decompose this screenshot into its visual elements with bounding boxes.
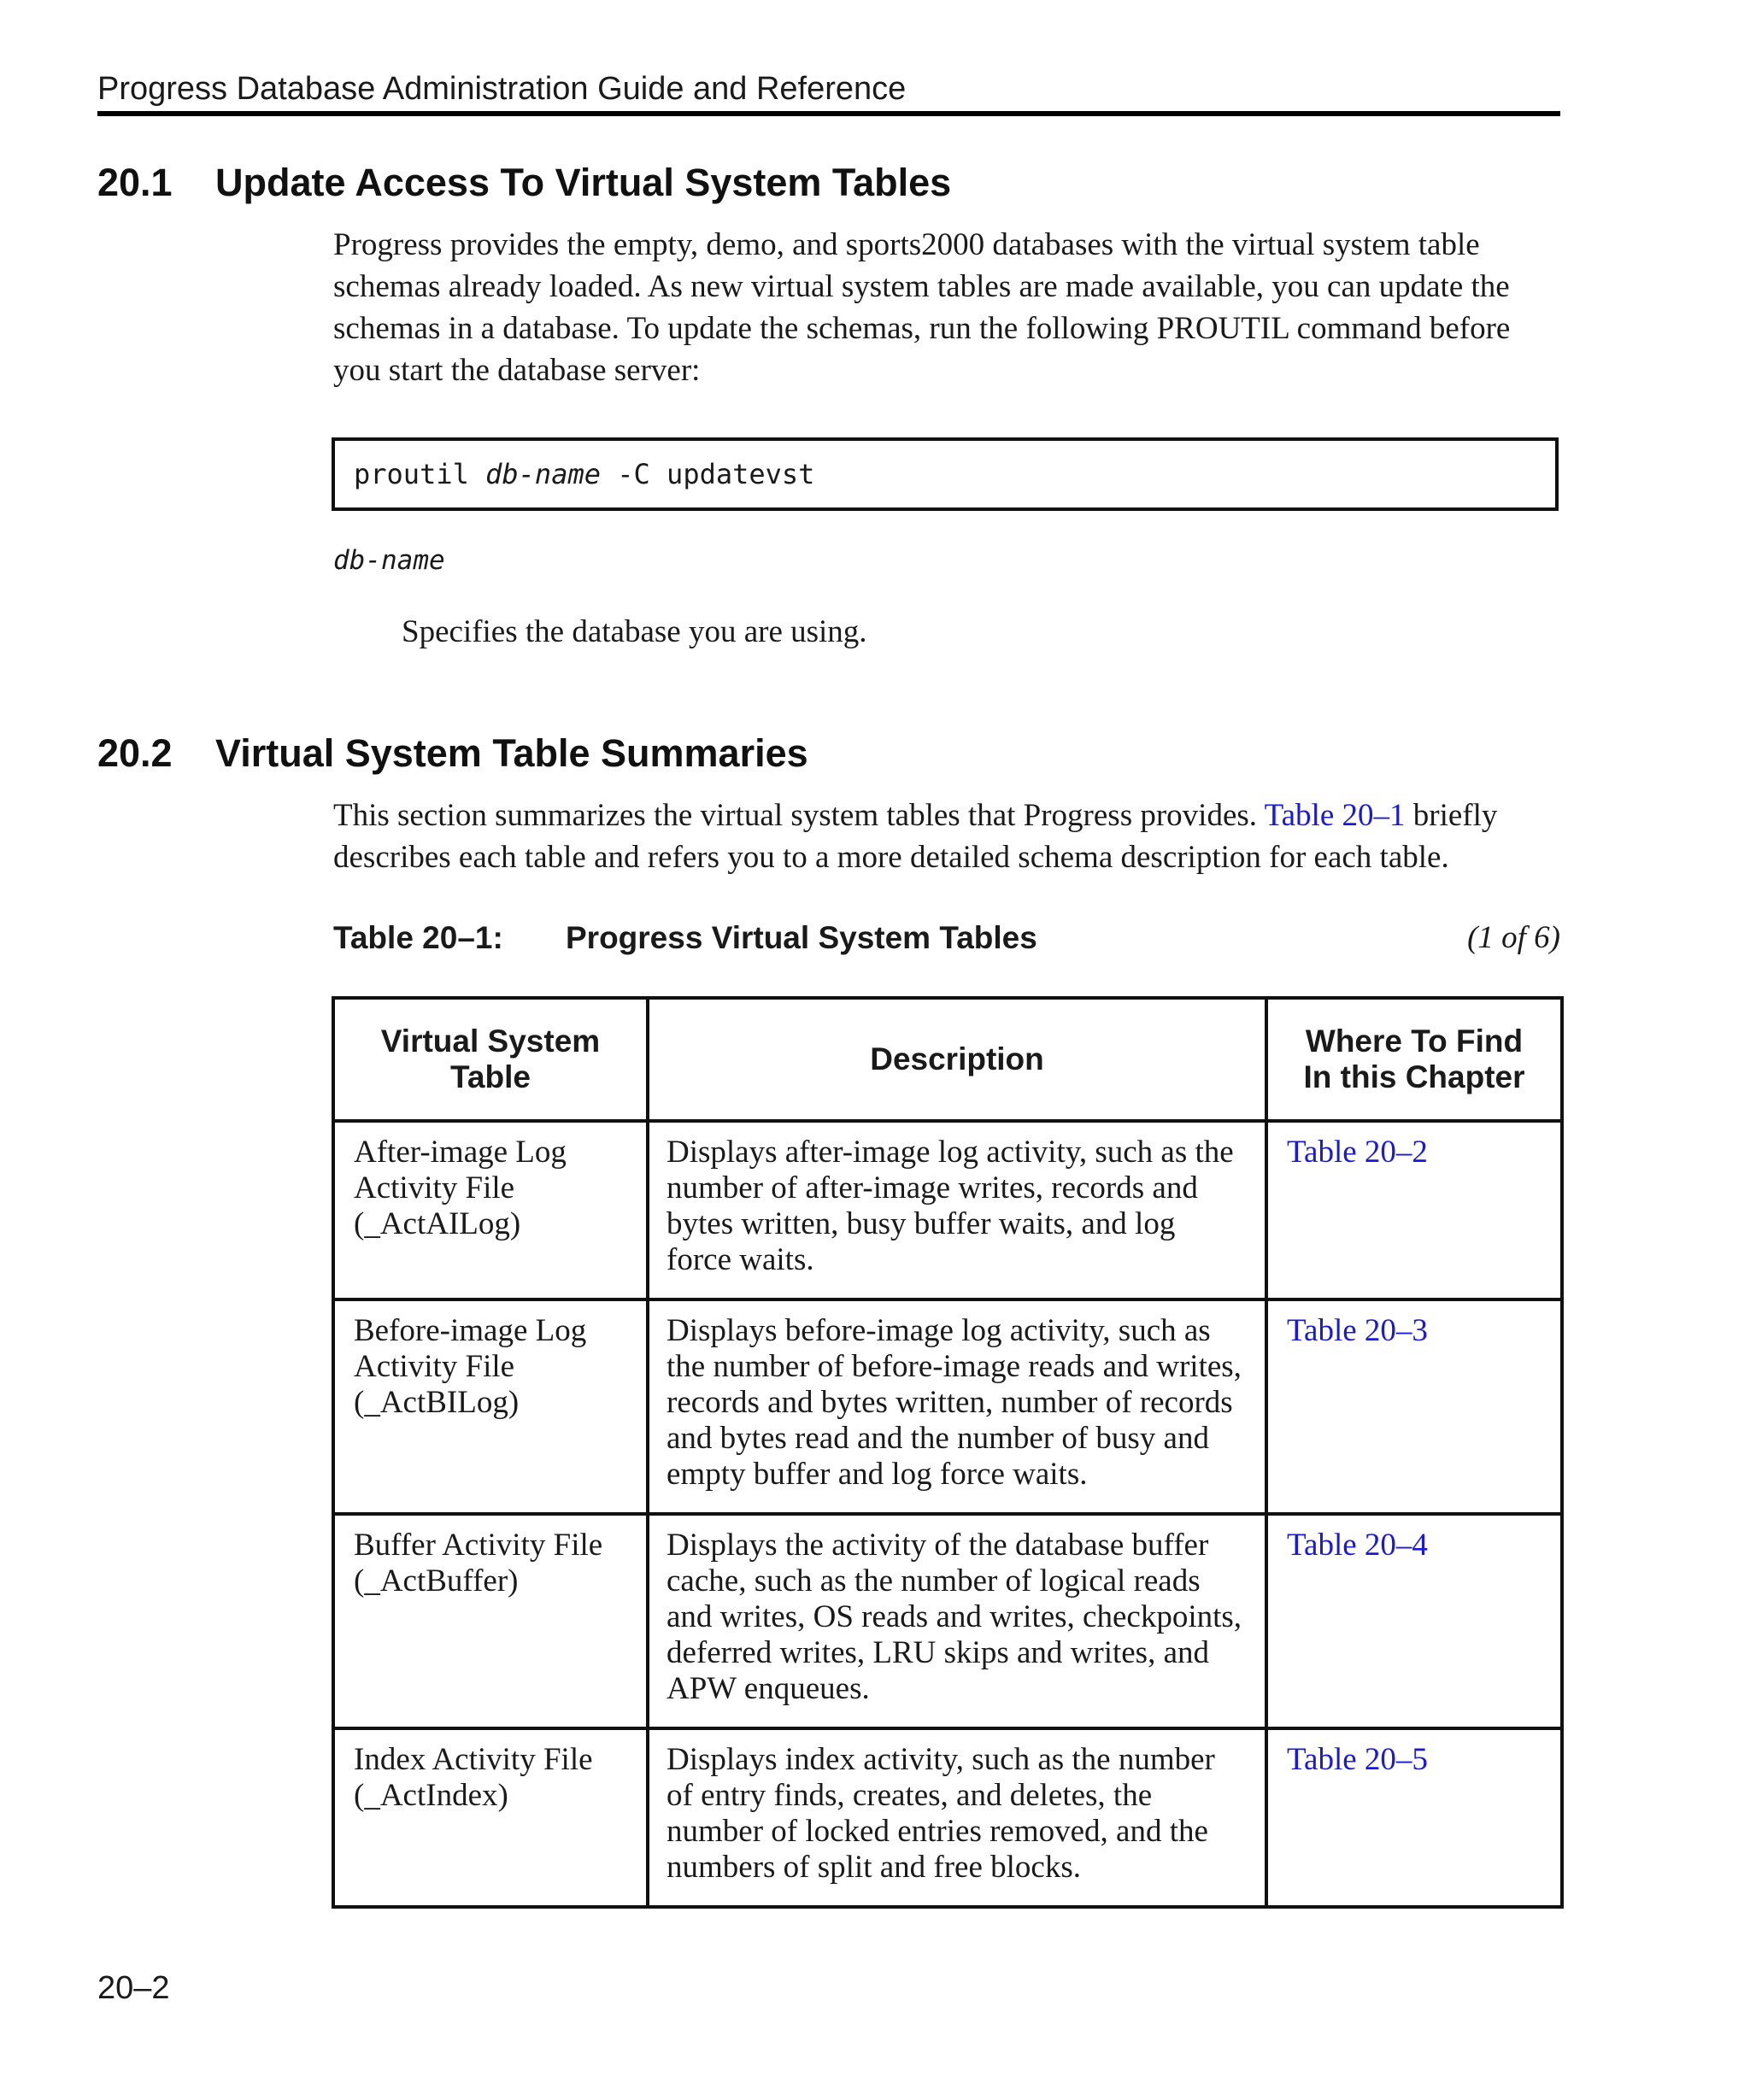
column-header-description: Description	[648, 998, 1266, 1121]
table-row	[333, 1121, 1562, 1299]
section-title: Update Access To Virtual System Tables	[215, 161, 952, 204]
command-argument: db-name	[485, 458, 601, 490]
table-name-cell: After-image Log Activity File (_ActAILog)	[333, 1121, 648, 1299]
column-header-virtual-system-table: Virtual System Table	[333, 998, 648, 1121]
table-name-cell: Index Activity File (_ActIndex)	[333, 1728, 648, 1907]
intro-text: This section summarizes the virtual system tables that Progress provides.	[333, 798, 1265, 833]
command-prefix: proutil	[354, 458, 486, 490]
table-page-count: (1 of 6)	[1467, 920, 1560, 955]
section-1-intro: Progress provides the empty, demo, and sports2000 databases with the virtual system table schemas already loaded. As new virtual system tables are made available, you can update the schemas in a database. To update the schemas, run the following PROUTIL command before you start the database server:	[333, 227, 1511, 388]
section-2-intro	[333, 795, 1564, 878]
table-name-cell: Buffer Activity File (_ActBuffer)	[333, 1514, 648, 1728]
section-number: 20.1	[97, 161, 173, 204]
table-row	[333, 1514, 1562, 1728]
table-20-5-link[interactable]: Table 20–5	[1287, 1742, 1428, 1777]
table-name-cell: Before-image Log Activity File (_ActBILog)	[333, 1299, 648, 1514]
parameter-description: Specifies the database you are using.	[402, 614, 867, 649]
intro-text-continued: briefly describes each table and refers you to a more detailed schema description for each table.	[333, 798, 1498, 875]
description-cell: Displays the activity of the database buffer cache, such as the number of logical reads and writes, OS reads and writes, checkpoints, deferred writes, LRU skips and writes, and APW enqueues.	[648, 1514, 1266, 1728]
table-20-3-link[interactable]: Table 20–3	[1287, 1313, 1428, 1348]
section-heading-20-2	[97, 730, 1550, 777]
reference-cell	[1266, 1514, 1562, 1728]
table-row	[333, 1299, 1562, 1514]
reference-cell	[1266, 1121, 1562, 1299]
command-syntax-box	[332, 437, 1559, 511]
table-20-1-link[interactable]: Table 20–1	[1264, 798, 1406, 833]
description-cell: Displays after-image log activity, such as the number of after-image writes, records and bytes written, busy buffer waits, and log force waits.	[648, 1121, 1266, 1299]
reference-cell	[1266, 1728, 1562, 1907]
description-cell: Displays index activity, such as the number of entry finds, creates, and deletes, the number of locked entries removed, and the numbers of split and free blocks.	[648, 1728, 1266, 1907]
reference-cell	[1266, 1299, 1562, 1514]
description-cell: Displays before-image log activity, such as the number of before-image reads and writes, records and bytes written, number of records and bytes read and the number of busy and empty buffer and log force waits.	[648, 1299, 1266, 1514]
table-20-4-link[interactable]: Table 20–4	[1287, 1528, 1428, 1563]
parameter-name: db-name	[333, 545, 445, 576]
table-20-2-link[interactable]: Table 20–2	[1287, 1135, 1428, 1170]
table-row	[333, 1728, 1562, 1907]
running-header: Progress Database Administration Guide and Reference	[97, 67, 1560, 116]
command-suffix: -C updatevst	[600, 458, 815, 490]
virtual-system-tables-table	[332, 996, 1564, 1909]
section-title: Virtual System Table Summaries	[215, 731, 808, 775]
table-label: Table 20–1:	[333, 920, 503, 955]
section-heading-20-1	[97, 159, 1550, 207]
table-caption	[333, 916, 1560, 960]
table-title: Progress Virtual System Tables	[566, 920, 1037, 955]
table-header-row	[333, 998, 1562, 1121]
column-header-where-to-find: Where To Find In this Chapter	[1266, 998, 1562, 1121]
section-number: 20.2	[97, 731, 173, 775]
page-number: 20–2	[97, 1970, 170, 2006]
